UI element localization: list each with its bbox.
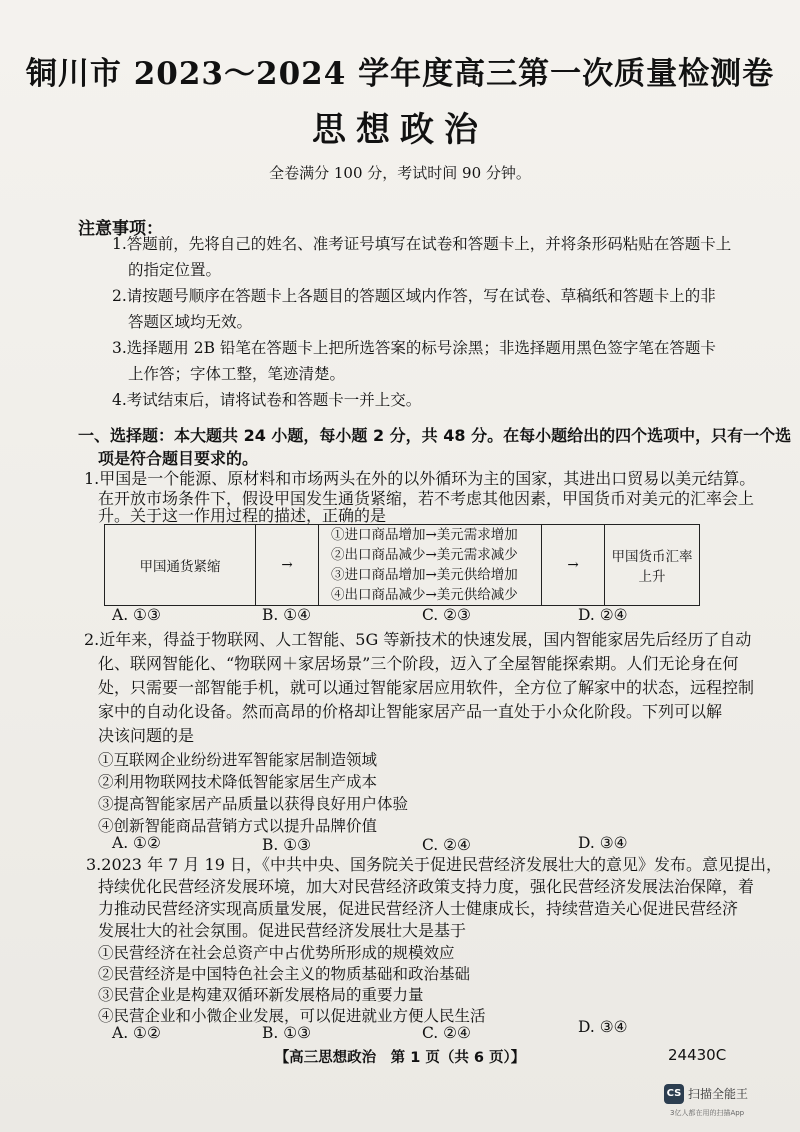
notice-line: 答题区域均无效。 [128, 313, 253, 331]
choice-item: ③民营企业是构建双循环新发展格局的重要力量 [98, 986, 424, 1004]
notice-line: 3.选择题用 2B 铅笔在答题卡上把所选答案的标号涂黑；非选择题用黑色签字笔在答题卡 [112, 339, 716, 357]
scanner-app-name: 扫描全能王 [688, 1087, 749, 1101]
option-d: D. ②④ [578, 606, 628, 624]
question-2-text: 2.近年来，得益于物联网、人工智能、5G 等新技术的快速发展，国内智能家居先后经历了自动 [84, 630, 752, 649]
question-2-text: 化、联网智能化、“物联网＋家居场景”三个阶段，迈入了全屋智能探索期。人们无论身在何 [98, 654, 739, 673]
option-c: C. ②③ [422, 606, 471, 624]
exam-code: 24430C [668, 1046, 727, 1064]
question-3-text: 发展壮大的社会氛围。促进民营经济发展壮大是基于 [98, 921, 467, 940]
choice-item: ②利用物联网技术降低智能家居生产成本 [98, 773, 378, 791]
section-heading: 一、选择题：本大题共 24 小题，每小题 2 分，共 48 分。在每小题给出的四个选项中，只有一个选 [78, 426, 792, 445]
flow-arrow: → [542, 525, 605, 606]
notice-line: 1.答题前，先将自己的姓名、准考证号填写在试卷和答题卡上，并将条形码粘贴在答题卡上 [112, 235, 732, 253]
notice-line: 上作答；字体工整，笔迹清楚。 [128, 365, 346, 383]
notice-line: 的指定位置。 [128, 261, 222, 279]
flow-step: ②出口商品减少→美元需求减少 [331, 547, 518, 563]
camscanner-logo-icon: CS [664, 1084, 684, 1104]
option-a: A. ①③ [112, 606, 161, 624]
question-1-text: 在开放市场条件下，假设甲国发生通货紧缩，若不考虑其他因素，甲国货币对美元的汇率会上 [98, 489, 755, 508]
option-b: B. ①④ [262, 606, 312, 624]
option-d: D. ③④ [578, 1018, 628, 1036]
score-note: 全卷满分 100 分，考试时间 90 分钟。 [269, 164, 531, 182]
flow-start: 甲国通货紧缩 [105, 525, 256, 606]
option-a: A. ①② [112, 834, 161, 852]
choice-item: ③提高智能家居产品质量以获得良好用户体验 [98, 795, 409, 813]
question-2-text: 家中的自动化设备。然而高昂的价格却让智能家居产品一直处于小众化阶段。下列可以解 [98, 702, 723, 721]
option-c: C. ②④ [422, 1024, 471, 1042]
choice-item: ④民营企业和小微企业发展，可以促进就业方便人民生活 [98, 1007, 486, 1025]
scanner-watermark [664, 1082, 792, 1122]
notice-line: 2.请按题号顺序在答题卡上各题目的答题区域内作答，写在试卷、草稿纸和答题卡上的非 [112, 287, 716, 305]
notice-line: 4.考试结束后，请将试卷和答题卡一并上交。 [112, 391, 422, 409]
flow-end: 甲国货币汇率上升 [605, 525, 700, 606]
option-d: D. ③④ [578, 834, 628, 852]
flow-step: ③进口商品增加→美元供给增加 [331, 567, 518, 583]
exam-title: 铜川市 2023～2024 学年度高三第一次质量检测卷 [25, 56, 775, 92]
option-c: C. ②④ [422, 836, 471, 854]
choice-item: ④创新智能商品营销方式以提升品牌价值 [98, 817, 378, 835]
scanner-tagline: 3亿人都在用的扫描App [670, 1109, 745, 1117]
choice-item: ①民营经济在社会总资产中占优势所形成的规模效应 [98, 944, 455, 962]
option-a: A. ①② [112, 1024, 161, 1042]
flow-arrow: → [256, 525, 319, 606]
question-2-text: 处，只需要一部智能手机，就可以通过智能家居应用软件，全方位了解家中的状态，远程控制 [98, 678, 755, 697]
process-flow-table [104, 524, 700, 606]
flow-step: ④出口商品减少→美元供给减少 [331, 587, 518, 603]
question-1-text: 1.甲国是一个能源、原材料和市场两头在外的以外循环为主的国家，其进出口贸易以美元结算。 [84, 469, 756, 488]
question-3-text: 3.2023 年 7 月 19 日，《中共中央、国务院关于促进民营经济发展壮大的意见》发布。意见提出， [86, 855, 782, 874]
notice-heading: 注意事项： [78, 219, 163, 239]
flow-step: ①进口商品增加→美元需求增加 [331, 527, 518, 543]
flow-steps [319, 525, 542, 606]
choice-item: ①互联网企业纷纷进军智能家居制造领域 [98, 751, 378, 769]
question-3-text: 持续优化民营经济发展环境，加大对民营经济政策支持力度，强化民营经济发展法治保障，着 [98, 877, 755, 896]
question-2-text: 决该问题的是 [98, 726, 195, 745]
option-b: B. ①③ [262, 1024, 312, 1042]
section-heading: 项是符合题目要求的。 [98, 449, 259, 468]
subject-title: 思想政治 [312, 110, 488, 150]
choice-item: ②民营经济是中国特色社会主义的物质基础和政治基础 [98, 965, 471, 983]
option-b: B. ①③ [262, 836, 312, 854]
question-1-text: 升。关于这一作用过程的描述，正确的是 [98, 506, 387, 525]
page-footer: 【高三思想政治 第 1 页（共 6 页）】 [274, 1050, 526, 1066]
question-3-text: 力推动民营经济实现高质量发展，促进民营经济人士健康成长，持续营造关心促进民营经济 [98, 899, 739, 918]
